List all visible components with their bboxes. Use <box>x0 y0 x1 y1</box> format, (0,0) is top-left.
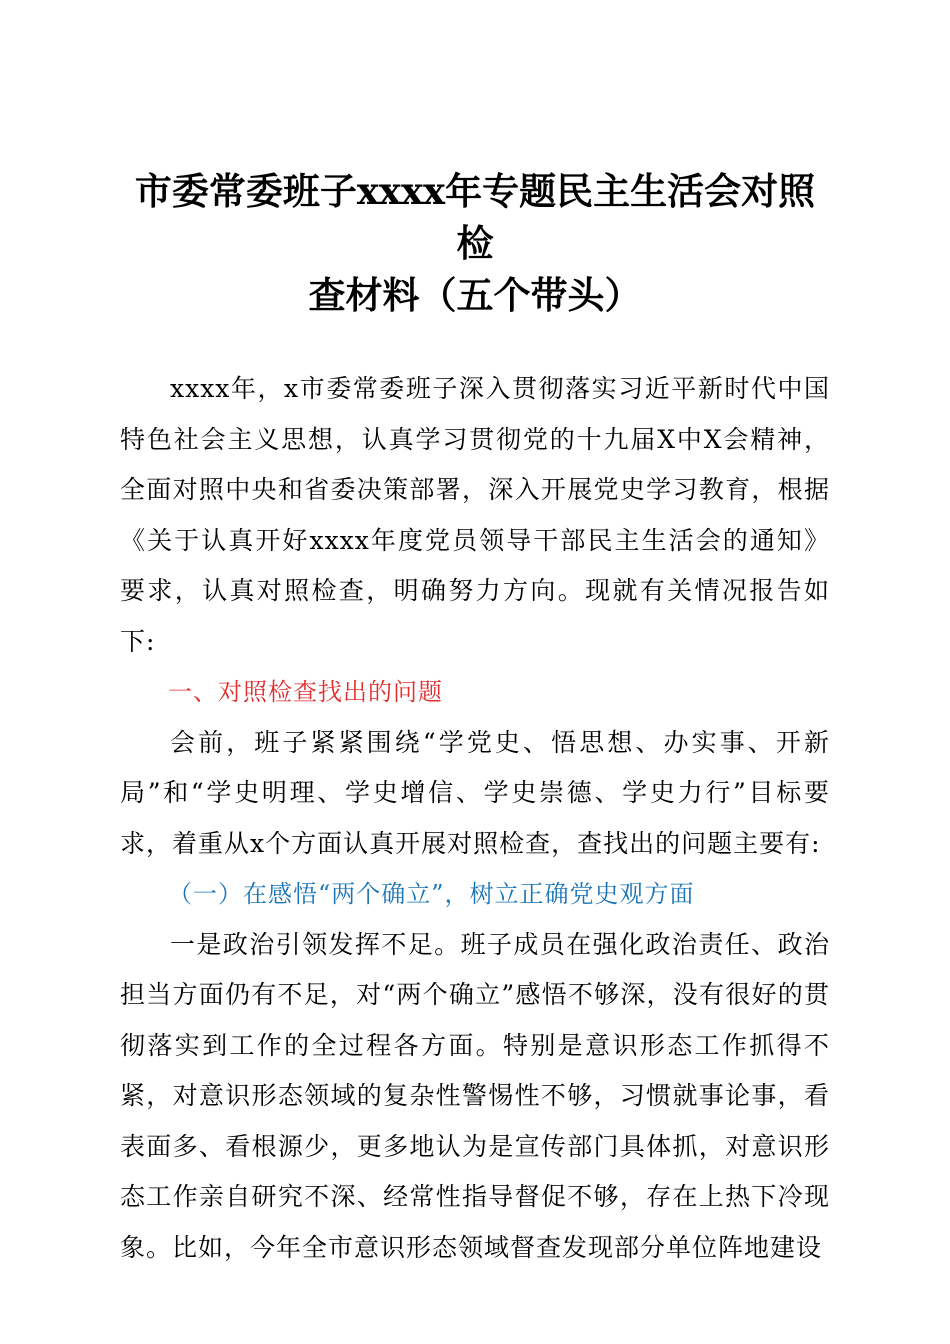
document-body <box>120 364 830 1273</box>
title-line-2: 查材料（五个带头） <box>308 273 642 317</box>
section-heading-1: 一、对照检查找出的问题 <box>168 678 443 706</box>
intro-paragraph: xxxx年，x市委常委班子深入贯彻落实习近平新时代中国特色社会主义思想，认真学习贯彻党的十九届X中X会精神，全面对照中央和省委决策部署，深入开展党史学习教育，根据《关于认真开好xxxx年度党员领导干部民主生活会的通知》要求，认真对照检查，明确努力方向。现就有关情况报告如下: <box>120 374 830 656</box>
title-line-1: 市委常委班子xxxx年专题民主生活会对照检 <box>134 169 816 265</box>
subsection-paragraph-1: 一是政治引领发挥不足。班子成员在强化政治责任、政治担当方面仍有不足，对“两个确立”感悟不够深，没有很好的贯彻落实到工作的全过程各方面。特别是意识形态工作抓得不紧，对意识形态领域的复杂性警惕性不够，习惯就事论事，看表面多、看根源少，更多地认为是宣传部门具体抓，对意识形态工作亲自研究不深、经常性指导督促不够，存在上热下冷现象。比如，今年全市意识形态领域督查发现部分单位阵地建设 <box>120 929 830 1262</box>
subsection-heading-1: （一）在感悟“两个确立”，树立正确党史观方面 <box>168 880 695 908</box>
document-title <box>120 165 830 321</box>
section-paragraph-1: 会前，班子紧紧围绕“学党史、悟思想、办实事、开新局”和“学史明理、学史增信、学史崇德、学史力行”目标要求，着重从x个方面认真开展对照检查，查找出的问题主要有: <box>120 727 830 858</box>
